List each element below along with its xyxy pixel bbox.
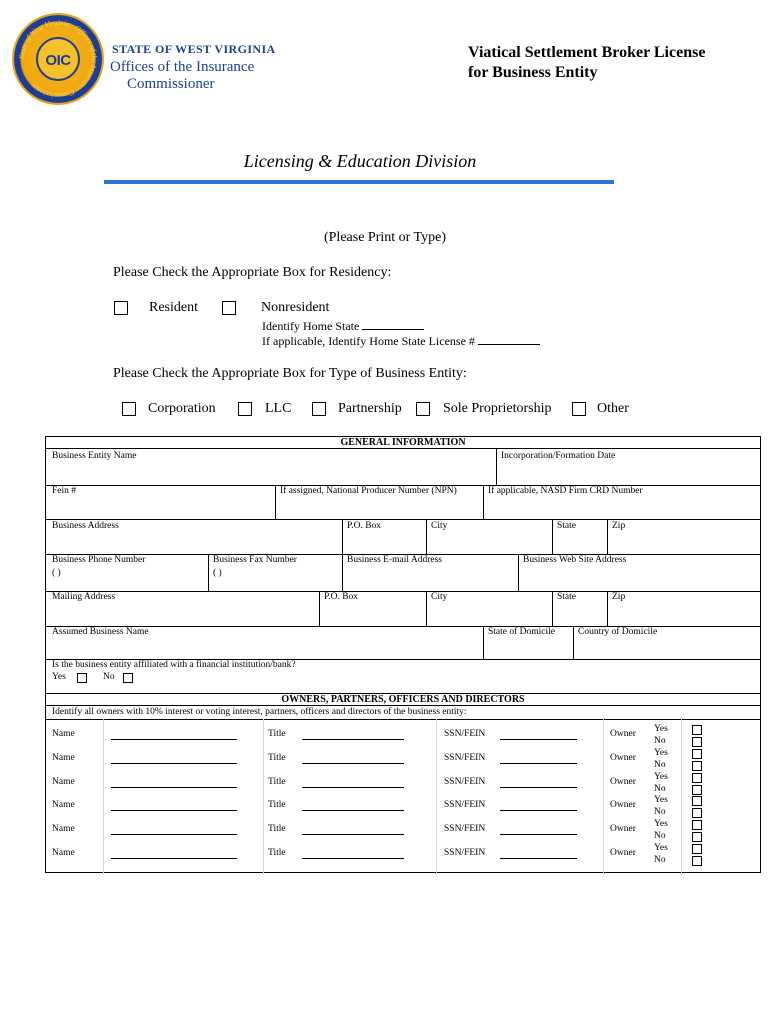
- form-title-line1: Viatical Settlement Broker License: [468, 44, 706, 61]
- owner-name-field[interactable]: [111, 739, 237, 740]
- owner-owner-label: Owner: [610, 752, 636, 763]
- owner-name-field[interactable]: [111, 858, 237, 859]
- owner-yes-label: Yes: [654, 819, 668, 830]
- rule: [103, 719, 104, 873]
- rule: [263, 719, 264, 873]
- rule: [46, 448, 760, 449]
- owner-owner-label: Owner: [610, 776, 636, 787]
- nonresident-checkbox[interactable]: [222, 301, 236, 315]
- corporation-label: Corporation: [148, 401, 216, 416]
- owner-yes-checkbox[interactable]: [692, 749, 702, 759]
- affiliated-question: Is the business entity affiliated with a financial institution/bank?: [52, 660, 296, 670]
- owner-yes-label: Yes: [654, 747, 668, 758]
- owner-ssn-label: SSN/FEIN: [444, 800, 486, 811]
- owner-yes-label: Yes: [654, 771, 668, 782]
- org-state: STATE OF WEST VIRGINIA: [112, 42, 276, 56]
- fein-label: Fein #: [52, 486, 77, 496]
- rule: [552, 591, 553, 626]
- mail-city-label: City: [431, 592, 448, 602]
- rule: [518, 554, 519, 591]
- resident-checkbox[interactable]: [114, 301, 128, 315]
- phone-paren[interactable]: ( ): [52, 568, 61, 578]
- seal-abbrev: OIC: [45, 52, 71, 69]
- owner-no-checkbox[interactable]: [692, 832, 702, 842]
- owner-name-label: Name: [52, 848, 75, 858]
- owner-title-field[interactable]: [302, 763, 404, 764]
- owner-yes-checkbox[interactable]: [692, 796, 702, 806]
- state-domicile-label: State of Domicile: [488, 627, 556, 637]
- owner-no-checkbox[interactable]: [692, 785, 702, 795]
- owner-ssn-label: SSN/FEIN: [444, 776, 486, 787]
- owner-owner-label: Owner: [610, 824, 636, 835]
- owner-no-label: No: [654, 831, 666, 842]
- entity-prompt: Please Check the Appropriate Box for Type of Business Entity:: [113, 366, 467, 381]
- owner-title-label: Title: [268, 752, 286, 763]
- affiliated-yes-label: Yes: [52, 672, 66, 682]
- print-instruction: (Please Print or Type): [323, 230, 446, 245]
- owner-no-label: No: [654, 736, 666, 746]
- country-domicile-label: Country of Domicile: [578, 627, 658, 637]
- owner-ssn-label: SSN/FEIN: [444, 752, 486, 763]
- rule: [46, 719, 760, 720]
- rule: [607, 519, 608, 554]
- fax-label: Business Fax Number: [213, 555, 297, 565]
- owner-ssn-field[interactable]: [500, 787, 577, 788]
- phone-label: Business Phone Number: [52, 555, 146, 565]
- mail-state-label: State: [557, 592, 576, 602]
- owner-name-field[interactable]: [111, 834, 237, 835]
- rule: [607, 591, 608, 626]
- owner-ssn-field[interactable]: [500, 858, 577, 859]
- email-label: Business E-mail Address: [347, 555, 442, 565]
- po-box-label: P.O. Box: [347, 521, 382, 531]
- owner-name-label: Name: [52, 824, 75, 835]
- form-title-line2: for Business Entity: [468, 64, 598, 81]
- owner-owner-label: Owner: [610, 800, 636, 811]
- owner-yes-label: Yes: [654, 724, 668, 734]
- rule: [426, 591, 427, 626]
- rule: [436, 719, 437, 873]
- owner-no-label: No: [654, 783, 666, 794]
- resident-label: Resident: [149, 300, 198, 315]
- owner-title-field[interactable]: [302, 739, 404, 740]
- rule: [603, 719, 604, 873]
- owner-name-field[interactable]: [111, 810, 237, 811]
- owner-yes-checkbox[interactable]: [692, 844, 702, 854]
- llc-checkbox[interactable]: [238, 402, 252, 416]
- owners-heading: OWNERS, PARTNERS, OFFICERS AND DIRECTORS: [281, 694, 525, 705]
- owner-owner-label: Owner: [610, 848, 636, 858]
- owner-title-label: Title: [268, 848, 286, 858]
- owner-no-label: No: [654, 759, 666, 770]
- owner-ssn-label: SSN/FEIN: [444, 848, 486, 858]
- assumed-name-label: Assumed Business Name: [52, 627, 149, 637]
- mail-zip-label: Zip: [612, 592, 626, 602]
- owner-name-label: Name: [52, 729, 75, 739]
- owner-ssn-label: SSN/FEIN: [444, 729, 486, 739]
- other-checkbox[interactable]: [572, 402, 586, 416]
- business-address-label: Business Address: [52, 521, 119, 531]
- mail-po-box-label: P.O. Box: [324, 592, 359, 602]
- owner-ssn-label: SSN/FEIN: [444, 824, 486, 835]
- owner-yes-checkbox[interactable]: [692, 725, 702, 735]
- org-name-line2: Commissioner: [127, 76, 215, 92]
- llc-label: LLC: [265, 401, 292, 416]
- npn-label: If assigned, National Producer Number (NPN): [280, 486, 457, 496]
- owner-title-field[interactable]: [302, 858, 404, 859]
- rule: [483, 485, 484, 519]
- owner-name-label: Name: [52, 800, 75, 811]
- rule: [46, 705, 760, 706]
- owner-ssn-field[interactable]: [500, 834, 577, 835]
- owner-name-field[interactable]: [111, 763, 237, 764]
- owner-yes-checkbox[interactable]: [692, 773, 702, 783]
- city-label: City: [431, 521, 448, 531]
- incorporation-date-label: Incorporation/Formation Date: [501, 451, 616, 461]
- state-label: State: [557, 521, 576, 531]
- owner-title-field[interactable]: [302, 787, 404, 788]
- home-state-label: Identify Home State: [262, 319, 360, 333]
- partnership-label: Partnership: [338, 401, 402, 416]
- seal-center: [36, 37, 80, 81]
- rule: [208, 554, 209, 591]
- owner-title-label: Title: [268, 800, 286, 811]
- oic-seal-logo: [14, 15, 102, 103]
- rule: [46, 591, 760, 592]
- affiliated-no-checkbox[interactable]: [123, 673, 133, 683]
- home-license-field[interactable]: [478, 333, 540, 345]
- partnership-checkbox[interactable]: [312, 402, 326, 416]
- owner-no-checkbox[interactable]: [692, 737, 702, 747]
- owner-yes-checkbox[interactable]: [692, 820, 702, 830]
- owner-name-label: Name: [52, 752, 75, 763]
- owner-no-label: No: [654, 807, 666, 818]
- svg-text:State of West Virginia · Offic: State of West Virginia · Offices of the Insurance Commissioner: [16, 17, 100, 101]
- rule: [342, 519, 343, 554]
- org-name-line1: Offices of the Insurance: [110, 59, 255, 75]
- corporation-checkbox[interactable]: [122, 402, 136, 416]
- owner-ssn-field[interactable]: [500, 810, 577, 811]
- general-info-heading: GENERAL INFORMATION: [340, 437, 466, 448]
- rule: [483, 626, 484, 659]
- fax-paren[interactable]: ( ): [213, 568, 222, 578]
- nonresident-label: Nonresident: [261, 300, 330, 315]
- owner-no-label: No: [654, 855, 666, 865]
- rule: [275, 485, 276, 519]
- home-state-row: [262, 318, 424, 334]
- rule: [46, 519, 760, 520]
- rule: [552, 519, 553, 554]
- affiliated-no-label: No: [103, 672, 115, 682]
- residency-prompt: Please Check the Appropriate Box for Residency:: [113, 265, 392, 280]
- owner-title-field[interactable]: [302, 834, 404, 835]
- owner-no-checkbox[interactable]: [692, 856, 702, 866]
- owner-no-checkbox[interactable]: [692, 808, 702, 818]
- sole-proprietorship-checkbox[interactable]: [416, 402, 430, 416]
- rule: [342, 554, 343, 591]
- rule: [496, 448, 497, 485]
- other-label: Other: [597, 401, 629, 416]
- owner-owner-label: Owner: [610, 729, 636, 739]
- owner-title-label: Title: [268, 824, 286, 835]
- division-heading: Licensing & Education Division: [243, 151, 477, 171]
- home-state-field[interactable]: [362, 318, 424, 330]
- owner-name-field[interactable]: [111, 787, 237, 788]
- owner-title-label: Title: [268, 776, 286, 787]
- sole-proprietorship-label: Sole Proprietorship: [443, 401, 552, 416]
- zip-label: Zip: [612, 521, 626, 531]
- rule: [681, 719, 682, 873]
- mailing-address-label: Mailing Address: [52, 592, 116, 602]
- owners-instruction: Identify all owners with 10% interest or voting interest, partners, officers and directors of the business entity:: [52, 707, 467, 717]
- owner-ssn-field[interactable]: [500, 763, 577, 764]
- owner-yes-label: Yes: [654, 795, 668, 806]
- general-information-table: [45, 436, 761, 873]
- website-label: Business Web Site Address: [523, 555, 627, 565]
- home-license-label: If applicable, Identify Home State License #: [262, 334, 475, 348]
- affiliated-yes-checkbox[interactable]: [77, 673, 87, 683]
- rule: [426, 519, 427, 554]
- owner-name-label: Name: [52, 776, 75, 787]
- crd-label: If applicable, NASD Firm CRD Number: [488, 486, 643, 496]
- rule: [319, 591, 320, 626]
- owner-title-field[interactable]: [302, 810, 404, 811]
- business-entity-name-label: Business Entity Name: [52, 451, 137, 461]
- owner-yes-label: Yes: [654, 843, 668, 853]
- owner-ssn-field[interactable]: [500, 739, 577, 740]
- home-license-row: [262, 333, 540, 349]
- rule: [573, 626, 574, 659]
- owner-title-label: Title: [268, 729, 286, 739]
- divider-bar: [104, 180, 614, 184]
- owner-no-checkbox[interactable]: [692, 761, 702, 771]
